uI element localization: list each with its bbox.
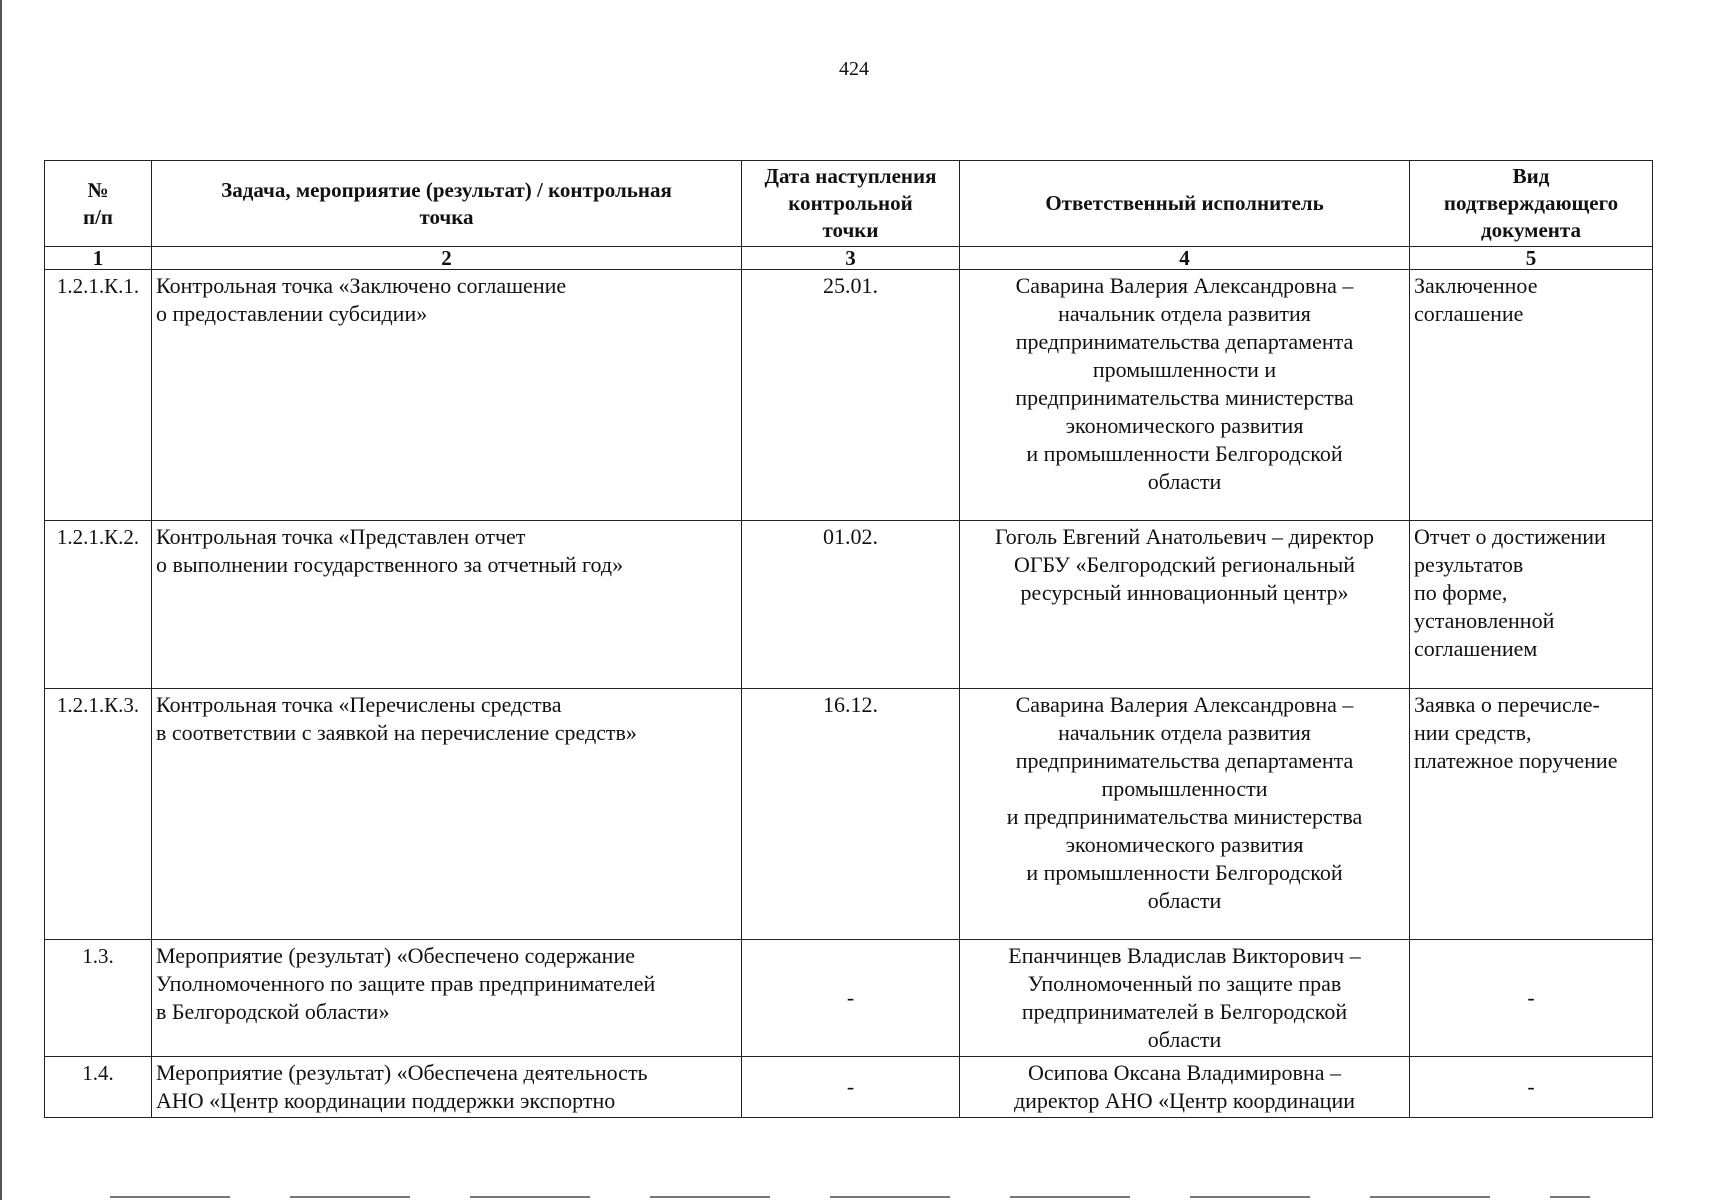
- table-row: [45, 270, 1653, 521]
- row-task: Контрольная точка «Представлен отчет о выполнении государственного за отчетный год»: [152, 521, 742, 689]
- column-number: 3: [742, 247, 960, 270]
- page-number: 424: [839, 58, 869, 80]
- table-header-row: [45, 161, 1653, 247]
- row-date: 01.02.: [742, 521, 960, 689]
- column-number: 2: [152, 247, 742, 270]
- column-number: 4: [960, 247, 1410, 270]
- row-number: 1.4.: [45, 1057, 152, 1118]
- column-number: 5: [1410, 247, 1653, 270]
- row-executor: Гоголь Евгений Анатольевич – директор ОГБУ «Белгородский региональный ресурсный инновационный центр»: [960, 521, 1410, 689]
- row-number: 1.2.1.К.1.: [45, 270, 152, 521]
- row-date: 16.12.: [742, 689, 960, 940]
- row-executor: Саварина Валерия Александровна – начальник отдела развития предпринимательства департамента промышленности и предпринимательства министерства экономического развития и промышленности Белгородской области: [960, 689, 1410, 940]
- row-date: 25.01.: [742, 270, 960, 521]
- column-number: 1: [45, 247, 152, 270]
- row-document: -: [1410, 940, 1653, 1057]
- row-executor: Осипова Оксана Владимировна – директор АНО «Центр координации: [960, 1057, 1410, 1118]
- row-task: Мероприятие (результат) «Обеспечена деятельность АНО «Центр координации поддержки экспортно: [152, 1057, 742, 1118]
- header-task: Задача, мероприятие (результат) / контрольная точка: [152, 161, 742, 247]
- scan-artifact-lines: [110, 1196, 1590, 1198]
- row-date: -: [742, 1057, 960, 1118]
- row-document: Заключенное соглашение: [1410, 270, 1653, 521]
- scan-edge: [0, 0, 2, 1200]
- row-date: -: [742, 940, 960, 1057]
- row-executor: Епанчинцев Владислав Викторович – Уполномоченный по защите прав предпринимателей в Белгородской области: [960, 940, 1410, 1057]
- header-executor: Ответственный исполнитель: [960, 161, 1410, 247]
- row-task: Контрольная точка «Перечислены средства в соответствии с заявкой на перечисление средств»: [152, 689, 742, 940]
- row-number: 1.2.1.К.3.: [45, 689, 152, 940]
- row-document: -: [1410, 1057, 1653, 1118]
- row-document: Заявка о перечисле- нии средств, платежное поручение: [1410, 689, 1653, 940]
- row-number: 1.2.1.К.2.: [45, 521, 152, 689]
- table-row: [45, 521, 1653, 689]
- row-executor: Саварина Валерия Александровна – начальник отдела развития предпринимательства департамента промышленности и предпринимательства министерства экономического развития и промышленности Белгородской области: [960, 270, 1410, 521]
- row-task: Контрольная точка «Заключено соглашение о предоставлении субсидии»: [152, 270, 742, 521]
- row-task: Мероприятие (результат) «Обеспечено содержание Уполномоченного по защите прав предпринимателей в Белгородской области»: [152, 940, 742, 1057]
- table-row: [45, 689, 1653, 940]
- table-row: [45, 940, 1653, 1057]
- table-row: [45, 1057, 1653, 1118]
- header-document: Вид подтверждающего документа: [1410, 161, 1653, 247]
- row-number: 1.3.: [45, 940, 152, 1057]
- row-document: Отчет о достижении результатов по форме, установленной соглашением: [1410, 521, 1653, 689]
- control-points-table: [44, 160, 1653, 1118]
- header-date: Дата наступления контрольной точки: [742, 161, 960, 247]
- column-number-row: [45, 247, 1653, 270]
- header-number: № п/п: [45, 161, 152, 247]
